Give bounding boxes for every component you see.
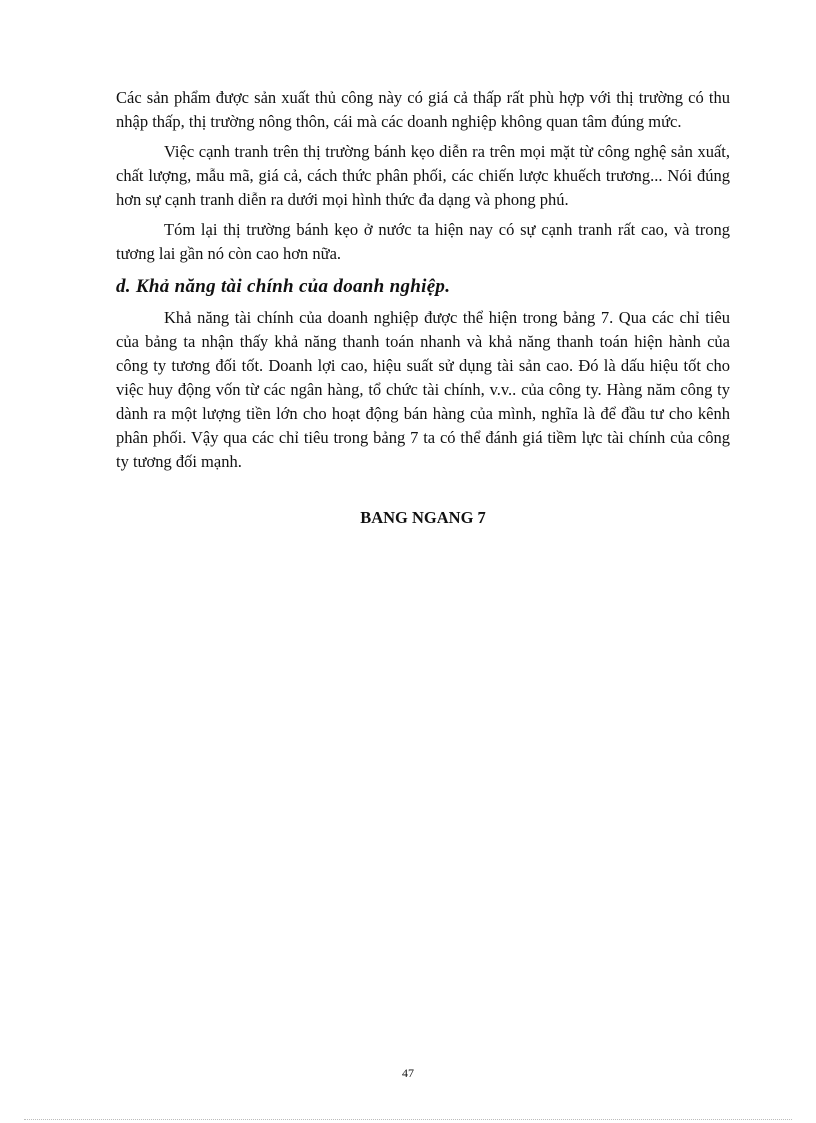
paragraph-1: Các sản phẩm được sản xuất thủ công này có giá cả thấp rất phù hợp với thị trường có thu nhập thấp, thị trường nông thôn, cái mà các doanh nghiệp không quan tâm đúng mức. [116, 88, 730, 131]
paragraph-3: Tóm lại thị trường bánh kẹo ở nước ta hiện nay có sự cạnh tranh rất cao, và trong tương lai gần nó còn cao hơn nữa. [116, 220, 730, 263]
paragraph-4: Khả năng tài chính của doanh nghiệp được thể hiện trong bảng 7. Qua các chỉ tiêu của bảng ta nhận thấy khả năng thanh toán nhanh và khả năng thanh toán hiện hành của công ty tương đối tốt. Doanh lợi cao, hiệu suất sử dụng tài sản cao. Đó là dấu hiệu tốt cho việc huy động vốn từ các ngân hàng, tổ chức tài chính, v.v.. của công ty. Hàng năm công ty dành ra một lượng tiền lớn cho hoạt động bán hàng của mình, nghĩa là để đầu tư cho kênh phân phối. Vậy qua các chỉ tiêu trong bảng 7 ta có thể đánh giá tiềm lực tài chính của công ty tương đối mạnh. [116, 308, 730, 471]
section-heading: d. Khả năng tài chính của doanh nghiệp. [116, 276, 451, 297]
table-placeholder-label: BANG NGANG 7 [360, 508, 486, 527]
footer-divider [24, 1119, 792, 1120]
paragraph-2: Việc cạnh tranh trên thị trường bánh kẹo diễn ra trên mọi mặt từ công nghệ sản xuất, chất lượng, mẫu mã, giá cả, cách thức phân phối, các chiến lược khuếch trương... Nói đúng hơn sự cạnh tranh diễn ra dưới mọi hình thức đa dạng và phong phú. [116, 142, 730, 209]
document-body [116, 86, 730, 528]
page-number: 47 [402, 1066, 414, 1080]
